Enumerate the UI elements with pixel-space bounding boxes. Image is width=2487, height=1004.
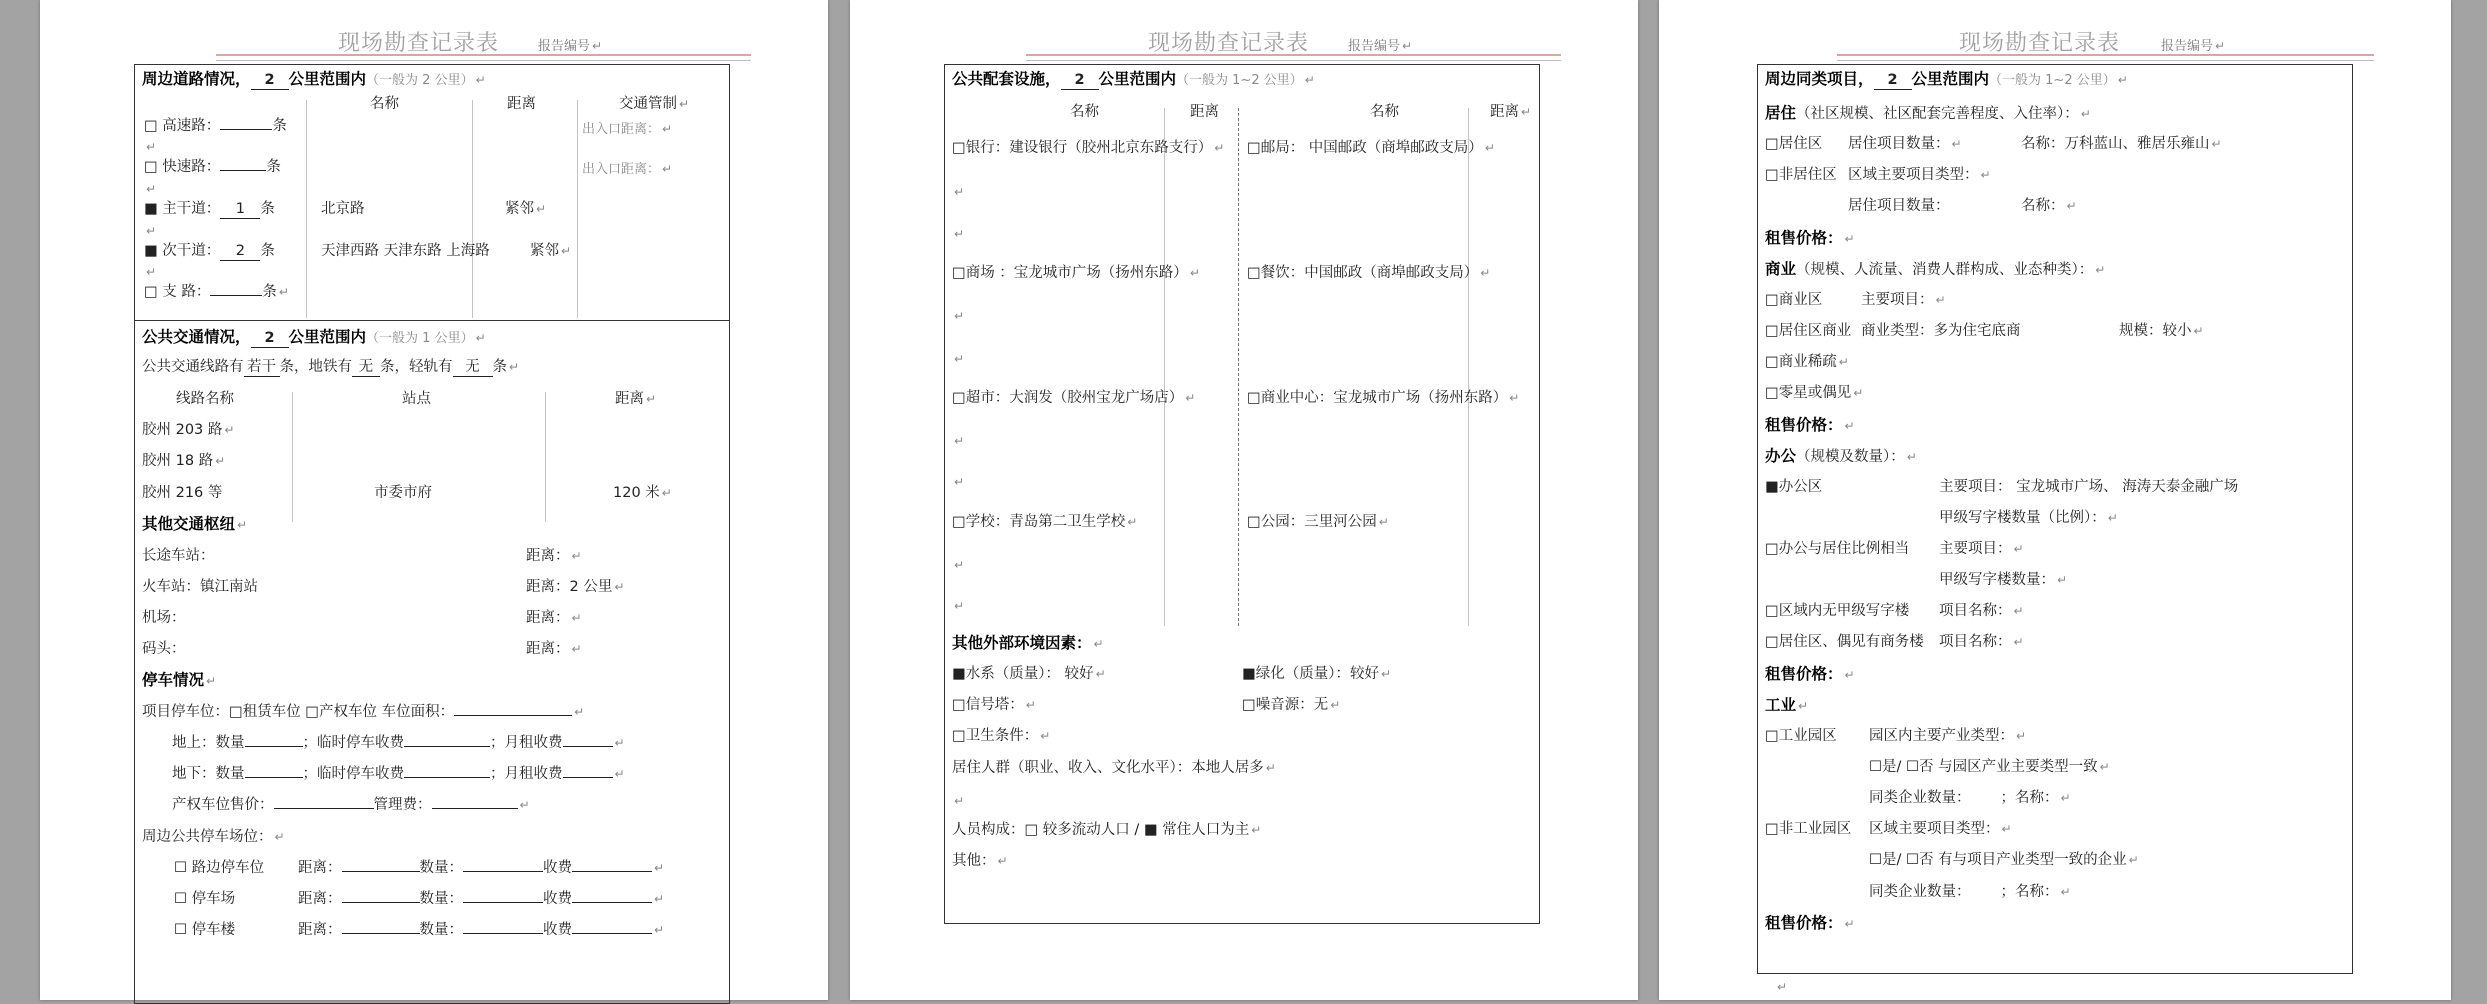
mixed-main-projects: 主要项目： ↵ (1939, 541, 2024, 557)
industrial-park: □工业园区 (1765, 728, 1837, 744)
column-rule (1164, 108, 1165, 626)
roads-col-distance: 距离 (507, 96, 536, 112)
paragraph-mark: ↵ (954, 352, 965, 366)
non-residential-type: 区域主要项目类型： ↵ (1848, 167, 1991, 183)
column-divider-dashed (1238, 108, 1239, 626)
column-rule (472, 100, 473, 318)
title-rule (1837, 54, 2374, 61)
parking-heading: 停车情况 ↵ (142, 671, 217, 689)
post-office: □邮局： 中国邮政（商埠邮政支局） ↵ (1247, 140, 1495, 156)
roads-col-name: 名称 (370, 96, 399, 112)
supermarket: □超市：大润发（胶州宝龙广场店） ↵ (952, 390, 1196, 406)
industrial-consistency: ☐是/ ☐否 与园区产业主要类型一致 ↵ (1869, 759, 2110, 775)
parking-lot-fields: 距离： 数量： 收费 ↵ (298, 891, 665, 907)
column-rule (306, 100, 307, 318)
shopping-mall: □商场 ：宝龙城市广场（扬州东路） ↵ (952, 265, 1200, 281)
transit-col-distance: 距离 ↵ (615, 391, 657, 407)
rail-distance: 距离：2 公里 ↵ (526, 579, 625, 595)
hubs-heading: 其他交通枢纽 ↵ (142, 515, 248, 533)
region-project-type: 区域主要项目类型： ↵ (1869, 821, 2012, 837)
column-rule (577, 100, 578, 318)
commercial-type: 商业类型：多为住宅底商 (1861, 323, 2021, 339)
commercial-scattered: □零星或偶见 ↵ (1765, 385, 1864, 401)
business-center: □商业中心：宝龙城市广场（扬州东路） ↵ (1247, 390, 1520, 406)
non-residential-area: □非居住区 (1765, 167, 1837, 183)
main-road-row: ■ 主干道： 1 条 (144, 201, 275, 217)
residential-area: □居住区 (1765, 136, 1823, 152)
paragraph-mark: ↵ (954, 599, 965, 613)
industrial-park-type: 园区内主要产业类型： ↵ (1869, 728, 2027, 744)
residential-rent-price: 租售价格： ↵ (1765, 229, 1855, 247)
facilities-heading: 公共配套设施， 2 公里范围内（一般为 1~2 公里） ↵ (952, 70, 1315, 88)
bank: □银行：建设银行（胶州北京东路支行） ↵ (952, 140, 1225, 156)
route-3: 胶州 216 等 (142, 485, 223, 501)
non-residential-names: 名称： ↵ (2021, 198, 2077, 214)
parking-building-fields: 距离： 数量： 收费 ↵ (298, 922, 665, 938)
similar-projects-heading: 周边同类项目， 2 公里范围内（一般为 1~2 公里） ↵ (1765, 70, 2128, 88)
dining: □餐饮：中国邮政（商埠邮政支局） ↵ (1247, 265, 1491, 281)
title-rule (1026, 54, 1561, 61)
paragraph-mark: ↵ (954, 309, 965, 323)
paragraph-mark: ↵ (146, 140, 157, 154)
paragraph-mark: ↵ (954, 185, 965, 199)
rail-station: 火车站：镇江南站 (142, 579, 258, 595)
coach-distance: 距离： ↵ (526, 548, 582, 564)
commercial-main-projects: 主要项目： ↵ (1861, 292, 1946, 308)
facilities-col-name-left: 名称 (1070, 104, 1099, 120)
expressway-row: □ 快速路： 条 (144, 159, 281, 175)
column-rule (545, 392, 546, 522)
commercial-sparse: □商业稀疏 ↵ (1765, 354, 1849, 370)
sporadic-project-name: 项目名称： ↵ (1939, 634, 2024, 650)
entrance-distance-1: 出入口距离： ↵ (582, 122, 673, 137)
paragraph-mark: ↵ (954, 227, 965, 241)
industrial-same-count: 同类企业数量： ；名称： ↵ (1869, 790, 2071, 806)
main-road-distance: 紧邻 ↵ (505, 201, 547, 217)
paragraph-mark: ↵ (954, 434, 965, 448)
non-industrial-same-count: 同类企业数量： ；名称： ↵ (1869, 884, 2071, 900)
non-industrial-consistency: ☐是/ ☐否 有与项目产业类型一致的企业 ↵ (1869, 852, 2139, 868)
report-number-label: 报告编号 ↵ (2161, 39, 2226, 54)
commercial-area: □商业区 (1765, 292, 1823, 308)
column-rule (292, 392, 293, 522)
paragraph-mark: ↵ (954, 794, 965, 808)
document-page-1 (40, 0, 828, 1000)
page-title: 现场勘查记录表 (1959, 31, 2121, 56)
roads-col-traffic: 交通管制 ↵ (619, 96, 690, 112)
dock-distance: 距离： ↵ (526, 641, 582, 657)
parking-lot: ☐ 停车场 (174, 891, 236, 907)
branch-road-row: □ 支 路： 条 ↵ (144, 284, 289, 300)
office-rent-price: 租售价格： ↵ (1765, 665, 1855, 683)
no-grade-a-project-name: 项目名称： ↵ (1939, 603, 2024, 619)
population-composition: 人员构成：□ 较多流动人口 / ■ 常住人口为主 ↵ (952, 822, 1262, 838)
office-heading: 办公（规模及数量）： ↵ (1765, 447, 1917, 465)
form-frame (944, 64, 1540, 924)
main-road-name: 北京路 (321, 201, 365, 217)
secondary-road-distance: 紧邻 ↵ (530, 243, 572, 259)
facilities-col-distance-right: 距离 ↵ (1490, 104, 1532, 120)
office-main-projects: 主要项目： 宝龙城市广场、 海涛天泰金融广场 (1939, 479, 2239, 495)
paragraph-mark: ↵ (146, 182, 157, 196)
coach-station: 长途车站： (142, 548, 215, 564)
park: □公园：三里河公园 ↵ (1247, 514, 1389, 530)
office-residential-mixed: □办公与居住比例相当 (1765, 541, 1910, 557)
noise-source: □噪音源：无 ↵ (1242, 697, 1341, 713)
page-title: 现场勘查记录表 (338, 31, 500, 56)
office-area: ■办公区 (1765, 479, 1823, 495)
grade-a-count: 甲级写字楼数量： ↵ (1939, 572, 2068, 588)
section-divider (134, 320, 730, 321)
paragraph-mark: ↵ (146, 265, 157, 279)
parking-price: 产权车位售价： 管理费： ↵ (172, 797, 530, 813)
water-system: ■水系（质量）： 较好 ↵ (952, 666, 1106, 682)
page-title: 现场勘查记录表 (1148, 31, 1310, 56)
environment-heading: 其他外部环境因素： ↵ (952, 634, 1104, 652)
document-page-2 (850, 0, 1638, 1000)
residents: 居住人群（职业、收入、文化水平）：本地人居多 ↵ (952, 760, 1276, 776)
parking-project: 项目停车位：□租赁车位 □产权车位 车位面积： ↵ (142, 704, 585, 720)
residential-count: 居住项目数量： ↵ (1848, 136, 1962, 152)
roads-heading: 周边道路情况， 2 公里范围内（一般为 2 公里） ↵ (142, 70, 486, 88)
secondary-road-names: 天津西路 天津东路 上海路 (321, 243, 490, 259)
route-station: 市委市府 (374, 485, 432, 501)
no-grade-a-office: □区域内无甲级写字楼 (1765, 603, 1910, 619)
school: □学校：青岛第二卫生学校 ↵ (952, 514, 1138, 530)
route-2: 胶州 18 路 ↵ (142, 453, 226, 469)
transit-col-station: 站点 (402, 391, 431, 407)
residential-heading: 居住（社区规模、社区配套完善程度、入住率）： ↵ (1765, 104, 2091, 122)
paragraph-mark: ↵ (1777, 980, 1788, 994)
commercial-heading: 商业（规模、人流量、消费人群构成、业态种类）： ↵ (1765, 260, 2106, 278)
parking-ground: 地上：数量 ；临时停车收费 ；月租收费 ↵ (172, 735, 625, 751)
transit-lines-summary: 公共交通线路有 若干 条，地铁有 无 条，轻轨有 无 条 ↵ (142, 359, 520, 375)
highway-row: □ 高速路： 条 (144, 118, 287, 134)
paragraph-mark: ↵ (954, 558, 965, 572)
parking-underground: 地下：数量 ；临时停车收费 ；月租收费 ↵ (172, 766, 625, 782)
report-number-label: 报告编号 ↵ (1348, 39, 1413, 54)
other: 其他： ↵ (952, 853, 1008, 869)
airport: 机场： (142, 610, 186, 626)
residential-commercial: □居住区商业 (1765, 323, 1852, 339)
transit-heading: 公共交通情况， 2 公里范围内（一般为 1 公里） ↵ (142, 328, 486, 346)
entrance-distance-2: 出入口距离： ↵ (582, 162, 673, 177)
document-page-3 (1659, 0, 2451, 1000)
commercial-scale: 规模：较小 ↵ (2119, 323, 2204, 339)
report-number-label: 报告编号 ↵ (538, 39, 603, 54)
roadside-parking-fields: 距离： 数量： 收费 ↵ (298, 860, 665, 876)
column-rule (1468, 108, 1469, 626)
facilities-col-name-right: 名称 (1370, 104, 1399, 120)
commercial-rent-price: 租售价格： ↵ (1765, 416, 1855, 434)
parking-building: ☐ 停车楼 (174, 922, 236, 938)
paragraph-mark: ↵ (954, 475, 965, 489)
title-rule (216, 54, 751, 61)
route-station-distance: 120 米 ↵ (613, 485, 672, 501)
non-residential-count: 居住项目数量： (1848, 198, 1950, 214)
industrial-heading: 工业 ↵ (1765, 696, 1809, 714)
hygiene: □卫生条件： ↵ (952, 728, 1051, 744)
greenery: ■绿化（质量）：较好 ↵ (1242, 666, 1392, 682)
residential-names: 名称：万科蓝山、雅居乐雍山 ↵ (2021, 136, 2222, 152)
industrial-rent-price: 租售价格： ↵ (1765, 914, 1855, 932)
sporadic-business: □居住区、偶见有商务楼 (1765, 634, 1924, 650)
public-parking: 周边公共停车场位： ↵ (142, 829, 285, 845)
secondary-road-row: ■ 次干道： 2 条 (144, 243, 275, 259)
facilities-col-distance-left: 距离 (1190, 104, 1219, 120)
non-industrial-park: □非工业园区 (1765, 821, 1852, 837)
signal-tower: □信号塔： ↵ (952, 697, 1036, 713)
grade-a-ratio: 甲级写字楼数量（比例）： ↵ (1939, 510, 2118, 526)
route-1: 胶州 203 路 ↵ (142, 422, 235, 438)
transit-col-line: 线路名称 (176, 391, 234, 407)
paragraph-mark: ↵ (146, 224, 157, 238)
dock: 码头： (142, 641, 186, 657)
airport-distance: 距离： ↵ (526, 610, 582, 626)
roadside-parking: ☐ 路边停车位 (174, 860, 265, 876)
